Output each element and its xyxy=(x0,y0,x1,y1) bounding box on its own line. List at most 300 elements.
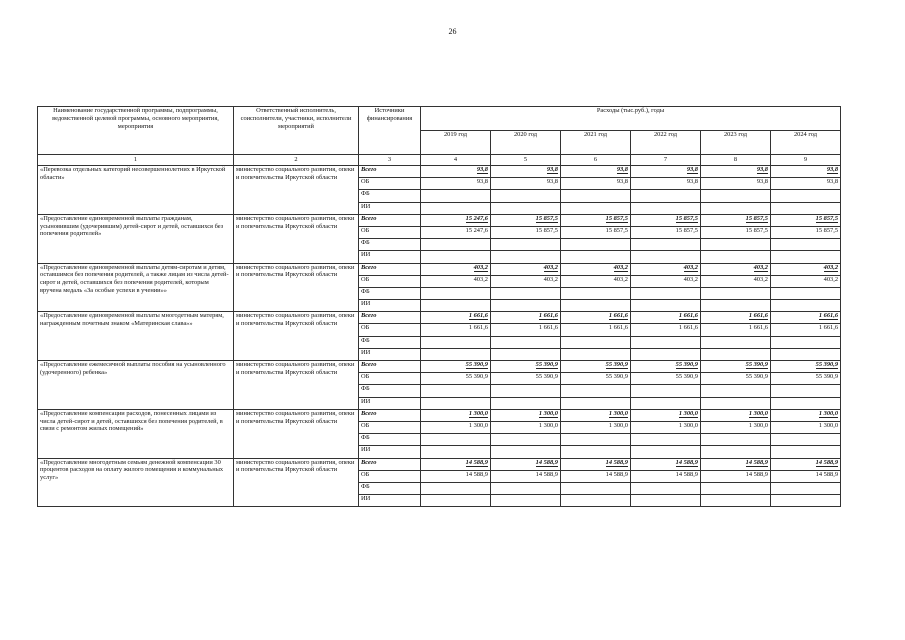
value-cell xyxy=(631,446,701,458)
total-value: 55 390,9 xyxy=(605,361,628,368)
total-value: 1 300,0 xyxy=(468,409,488,417)
value-cell xyxy=(421,348,491,360)
value-cell xyxy=(771,166,841,178)
value-cell xyxy=(771,421,841,433)
source-cell: ИИ xyxy=(359,348,421,360)
value-cell xyxy=(771,287,841,299)
regional-budget-value: 1 300,0 xyxy=(678,421,698,429)
measure-name: «Предоставление единовременной выплаты гражданам, усыновившим (удочерившим) детей-сирот и детей, оставшихся без попечения родителей» xyxy=(38,214,234,263)
total-value: 1 661,6 xyxy=(468,312,488,320)
total-value: 15 857,5 xyxy=(535,214,558,222)
value-cell xyxy=(421,458,491,470)
value-cell xyxy=(421,202,491,214)
value-cell xyxy=(491,361,561,373)
regional-budget-value: 55 390,9 xyxy=(745,373,768,381)
total-value: 93,8 xyxy=(756,166,768,173)
value-cell xyxy=(491,251,561,263)
value-cell xyxy=(491,446,561,458)
regional-budget-value: 1 661,6 xyxy=(818,324,839,332)
regional-budget-value: 1 300,0 xyxy=(608,421,628,429)
source-cell: ИИ xyxy=(359,202,421,214)
total-value: 1 300,0 xyxy=(678,409,698,417)
total-value: 403,2 xyxy=(753,263,768,271)
value-cell xyxy=(561,421,631,433)
value-cell xyxy=(421,324,491,336)
value-cell xyxy=(771,300,841,312)
column-number: 7 xyxy=(631,155,701,166)
value-cell xyxy=(701,421,771,433)
value-cell xyxy=(631,275,701,287)
value-cell xyxy=(561,263,631,275)
total-value: 1 661,6 xyxy=(818,312,839,320)
value-cell xyxy=(421,300,491,312)
value-cell xyxy=(561,336,631,348)
value-cell xyxy=(771,324,841,336)
value-cell xyxy=(701,385,771,397)
value-cell xyxy=(491,287,561,299)
value-cell xyxy=(561,495,631,507)
table-row xyxy=(38,361,841,373)
total-value: 93,8 xyxy=(616,166,628,173)
header-year: 2023 год xyxy=(701,131,771,155)
value-cell xyxy=(701,336,771,348)
total-value: 55 390,9 xyxy=(675,361,698,368)
table-row xyxy=(38,312,841,324)
value-cell xyxy=(421,421,491,433)
total-value: 55 390,9 xyxy=(535,361,558,368)
measure-name: «Предоставление единовременной выплаты многодетным матерям, награжденным почетным знаком «Материнская слава»» xyxy=(38,312,234,361)
measure-name: «Предоставление единовременной выплаты детям-сиротам и детям, оставшимся без попечения родителей, а также лицам из числа детей-сирот и детей, оставшихся без попечения родителей, которым вручена медаль «За особые успехи в учении»» xyxy=(38,263,234,312)
value-cell xyxy=(631,263,701,275)
executor-cell: министерство социального развития, опеки и попечительства Иркутской области xyxy=(234,263,359,312)
value-cell xyxy=(561,287,631,299)
total-value: 1 300,0 xyxy=(818,409,839,417)
total-value: 15 857,5 xyxy=(605,214,628,222)
value-cell xyxy=(771,190,841,202)
value-cell xyxy=(701,470,771,482)
source-cell: Всего xyxy=(359,458,421,470)
regional-budget-value: 15 247,6 xyxy=(465,226,488,234)
value-cell xyxy=(701,361,771,373)
value-cell xyxy=(701,202,771,214)
value-cell xyxy=(701,263,771,275)
header-executor: Ответственный исполнитель, соисполнители, участники, исполнители мероприятий xyxy=(234,107,359,155)
header-year: 2022 год xyxy=(631,131,701,155)
header-expenses: Расходы (тыс.руб.), годы xyxy=(421,107,841,131)
value-cell xyxy=(631,166,701,178)
value-cell xyxy=(701,397,771,409)
total-value: 55 390,9 xyxy=(465,361,488,368)
measure-name: «Перевозка отдельных категорий несовершеннолетних в Иркутской области» xyxy=(38,166,234,215)
value-cell xyxy=(631,470,701,482)
page-number: 26 xyxy=(448,27,457,36)
source-cell: Всего xyxy=(359,166,421,178)
value-cell xyxy=(701,409,771,421)
value-cell xyxy=(771,446,841,458)
value-cell xyxy=(631,300,701,312)
regional-budget-value: 403,2 xyxy=(683,275,698,283)
total-value: 14 588,9 xyxy=(605,458,628,466)
table-row xyxy=(38,409,841,421)
source-cell: Всего xyxy=(359,263,421,275)
value-cell xyxy=(631,397,701,409)
value-cell xyxy=(771,178,841,190)
value-cell xyxy=(771,202,841,214)
value-cell xyxy=(631,409,701,421)
regional-budget-value: 14 588,9 xyxy=(745,470,768,478)
value-cell xyxy=(421,434,491,446)
value-cell xyxy=(421,336,491,348)
value-cell xyxy=(561,214,631,226)
source-cell: ИИ xyxy=(359,300,421,312)
value-cell xyxy=(701,275,771,287)
value-cell xyxy=(561,190,631,202)
value-cell xyxy=(491,495,561,507)
value-cell xyxy=(561,385,631,397)
column-number: 3 xyxy=(359,155,421,166)
value-cell xyxy=(561,470,631,482)
table-row xyxy=(38,263,841,275)
value-cell xyxy=(701,214,771,226)
value-cell xyxy=(491,409,561,421)
source-cell: ФБ xyxy=(359,336,421,348)
value-cell xyxy=(631,312,701,324)
source-cell: ИИ xyxy=(359,495,421,507)
table-body xyxy=(38,166,841,507)
total-value: 14 588,9 xyxy=(535,458,558,466)
executor-cell: министерство социального развития, опеки и попечительства Иркутской области xyxy=(234,409,359,458)
value-cell xyxy=(701,226,771,238)
source-cell: ОБ xyxy=(359,324,421,336)
regional-budget-value: 1 661,6 xyxy=(748,324,768,332)
value-cell xyxy=(491,324,561,336)
source-cell: ФБ xyxy=(359,239,421,251)
value-cell xyxy=(771,312,841,324)
value-cell xyxy=(701,300,771,312)
value-cell xyxy=(701,251,771,263)
value-cell xyxy=(421,166,491,178)
value-cell xyxy=(491,482,561,494)
source-cell: Всего xyxy=(359,361,421,373)
source-cell: ФБ xyxy=(359,482,421,494)
value-cell xyxy=(491,226,561,238)
regional-budget-value: 15 857,5 xyxy=(815,226,839,234)
value-cell xyxy=(631,202,701,214)
total-value: 93,8 xyxy=(826,166,839,173)
value-cell xyxy=(491,397,561,409)
total-value: 403,2 xyxy=(823,263,839,271)
value-cell xyxy=(631,336,701,348)
source-cell: Всего xyxy=(359,312,421,324)
regional-budget-value: 15 857,5 xyxy=(745,226,768,234)
column-number: 4 xyxy=(421,155,491,166)
value-cell xyxy=(771,361,841,373)
regional-budget-value: 1 661,6 xyxy=(468,324,488,332)
value-cell xyxy=(561,361,631,373)
total-value: 14 588,9 xyxy=(745,458,768,466)
regional-budget-value: 1 300,0 xyxy=(538,421,558,429)
value-cell xyxy=(701,482,771,494)
measure-name: «Предоставление компенсации расходов, понесенных лицами из числа детей-сирот и детей, оставшихся без попечения родителей, в связи с ремонтом жилых помещений» xyxy=(38,409,234,458)
value-cell xyxy=(771,458,841,470)
total-value: 403,2 xyxy=(473,263,488,271)
value-cell xyxy=(421,263,491,275)
regional-budget-value: 93,8 xyxy=(616,178,628,186)
value-cell xyxy=(421,214,491,226)
source-cell: ОБ xyxy=(359,178,421,190)
value-cell xyxy=(771,251,841,263)
source-cell: ОБ xyxy=(359,226,421,238)
regional-budget-value: 93,8 xyxy=(756,178,768,186)
value-cell xyxy=(631,482,701,494)
value-cell xyxy=(631,214,701,226)
regional-budget-value: 14 588,9 xyxy=(465,470,488,478)
column-number: 9 xyxy=(771,155,841,166)
total-value: 15 857,5 xyxy=(745,214,768,222)
value-cell xyxy=(701,495,771,507)
total-value: 55 390,9 xyxy=(815,361,839,368)
value-cell xyxy=(771,336,841,348)
value-cell xyxy=(421,482,491,494)
value-cell xyxy=(421,226,491,238)
total-value: 1 661,6 xyxy=(608,312,628,320)
measure-name: «Предоставление ежемесячной выплаты пособия на усыновленного (удочеренного) ребенка» xyxy=(38,361,234,410)
value-cell xyxy=(421,178,491,190)
value-cell xyxy=(561,348,631,360)
value-cell xyxy=(631,458,701,470)
value-cell xyxy=(421,361,491,373)
total-value: 1 300,0 xyxy=(538,409,558,417)
value-cell xyxy=(701,434,771,446)
value-cell xyxy=(561,226,631,238)
source-cell: ФБ xyxy=(359,190,421,202)
measure-name: «Предоставление многодетным семьям денежной компенсации 30 процентов расходов на оплату жилого помещения и коммунальных услуг» xyxy=(38,458,234,507)
total-value: 93,8 xyxy=(546,166,558,173)
value-cell xyxy=(701,458,771,470)
executor-cell: министерство социального развития, опеки и попечительства Иркутской области xyxy=(234,361,359,410)
total-value: 15 857,5 xyxy=(675,214,698,222)
value-cell xyxy=(491,336,561,348)
executor-cell: министерство социального развития, опеки и попечительства Иркутской области xyxy=(234,166,359,215)
value-cell xyxy=(491,421,561,433)
value-cell xyxy=(491,385,561,397)
header-year: 2021 год xyxy=(561,131,631,155)
regional-budget-value: 14 588,9 xyxy=(675,470,698,478)
value-cell xyxy=(561,166,631,178)
total-value: 14 588,9 xyxy=(465,458,488,466)
value-cell xyxy=(561,446,631,458)
total-value: 55 390,9 xyxy=(745,361,768,368)
column-number: 6 xyxy=(561,155,631,166)
value-cell xyxy=(561,458,631,470)
regional-budget-value: 1 661,6 xyxy=(538,324,558,332)
regional-budget-value: 15 857,5 xyxy=(605,226,628,234)
value-cell xyxy=(771,470,841,482)
total-value: 1 661,6 xyxy=(538,312,558,320)
value-cell xyxy=(421,385,491,397)
value-cell xyxy=(631,324,701,336)
value-cell xyxy=(561,409,631,421)
value-cell xyxy=(491,166,561,178)
source-cell: ОБ xyxy=(359,373,421,385)
regional-budget-value: 93,8 xyxy=(476,178,488,186)
table-row xyxy=(38,166,841,178)
value-cell xyxy=(421,239,491,251)
value-cell xyxy=(561,312,631,324)
value-cell xyxy=(771,348,841,360)
regional-budget-value: 55 390,9 xyxy=(465,373,488,381)
value-cell xyxy=(771,482,841,494)
value-cell xyxy=(701,446,771,458)
value-cell xyxy=(771,373,841,385)
value-cell xyxy=(561,373,631,385)
value-cell xyxy=(701,239,771,251)
value-cell xyxy=(561,434,631,446)
value-cell xyxy=(771,409,841,421)
value-cell xyxy=(631,287,701,299)
value-cell xyxy=(631,239,701,251)
source-cell: ИИ xyxy=(359,251,421,263)
value-cell xyxy=(421,287,491,299)
value-cell xyxy=(421,190,491,202)
value-cell xyxy=(491,348,561,360)
value-cell xyxy=(561,275,631,287)
value-cell xyxy=(701,373,771,385)
value-cell xyxy=(771,495,841,507)
column-number: 8 xyxy=(701,155,771,166)
total-value: 93,8 xyxy=(686,166,698,173)
value-cell xyxy=(631,190,701,202)
source-cell: ОБ xyxy=(359,275,421,287)
regional-budget-value: 55 390,9 xyxy=(605,373,628,381)
value-cell xyxy=(491,373,561,385)
regional-budget-value: 1 300,0 xyxy=(748,421,768,429)
source-cell: Всего xyxy=(359,214,421,226)
value-cell xyxy=(631,251,701,263)
value-cell xyxy=(701,324,771,336)
regional-budget-value: 1 300,0 xyxy=(468,421,488,429)
regional-budget-value: 1 661,6 xyxy=(678,324,698,332)
total-value: 1 661,6 xyxy=(748,312,768,320)
source-cell: ОБ xyxy=(359,470,421,482)
value-cell xyxy=(771,434,841,446)
executor-cell: министерство социального развития, опеки и попечительства Иркутской области xyxy=(234,312,359,361)
total-value: 14 588,9 xyxy=(815,458,839,466)
header-year: 2020 год xyxy=(491,131,561,155)
value-cell xyxy=(561,251,631,263)
value-cell xyxy=(561,482,631,494)
total-value: 403,2 xyxy=(613,263,628,271)
total-value: 403,2 xyxy=(683,263,698,271)
value-cell xyxy=(421,275,491,287)
header-name: Наименование государственной программы, подпрограммы, ведомственной целевой программы, основного мероприятия, мероприятия xyxy=(38,107,234,155)
value-cell xyxy=(771,275,841,287)
value-cell xyxy=(631,373,701,385)
total-value: 15 247,6 xyxy=(465,214,488,222)
regional-budget-value: 403,2 xyxy=(543,275,558,283)
value-cell xyxy=(771,397,841,409)
value-cell xyxy=(631,348,701,360)
value-cell xyxy=(491,275,561,287)
value-cell xyxy=(631,178,701,190)
regional-budget-value: 403,2 xyxy=(613,275,628,283)
regional-budget-value: 55 390,9 xyxy=(675,373,698,381)
regional-budget-value: 403,2 xyxy=(753,275,768,283)
value-cell xyxy=(491,470,561,482)
total-value: 93,8 xyxy=(476,166,488,173)
regional-budget-value: 93,8 xyxy=(826,178,839,186)
value-cell xyxy=(561,397,631,409)
value-cell xyxy=(421,446,491,458)
column-number: 5 xyxy=(491,155,561,166)
value-cell xyxy=(421,373,491,385)
value-cell xyxy=(771,263,841,275)
value-cell xyxy=(701,190,771,202)
value-cell xyxy=(491,239,561,251)
value-cell xyxy=(491,434,561,446)
table-row xyxy=(38,214,841,226)
source-cell: ФБ xyxy=(359,434,421,446)
total-value: 14 588,9 xyxy=(675,458,698,466)
value-cell xyxy=(771,385,841,397)
value-cell xyxy=(491,300,561,312)
header-source: Источники финансирования xyxy=(359,107,421,155)
regional-budget-value: 403,2 xyxy=(823,275,839,283)
regional-budget-value: 1 300,0 xyxy=(818,421,839,429)
column-number: 2 xyxy=(234,155,359,166)
regional-budget-value: 403,2 xyxy=(473,275,488,283)
source-cell: ИИ xyxy=(359,397,421,409)
value-cell xyxy=(771,239,841,251)
total-value: 1 661,6 xyxy=(678,312,698,320)
value-cell xyxy=(631,421,701,433)
value-cell xyxy=(771,214,841,226)
value-cell xyxy=(701,312,771,324)
value-cell xyxy=(701,348,771,360)
value-cell xyxy=(701,178,771,190)
value-cell xyxy=(631,495,701,507)
value-cell xyxy=(631,434,701,446)
value-cell xyxy=(421,495,491,507)
budget-table xyxy=(37,106,841,507)
header-year: 2019 год xyxy=(421,131,491,155)
total-value: 1 300,0 xyxy=(748,409,768,417)
header-year: 2024 год xyxy=(771,131,841,155)
value-cell xyxy=(421,470,491,482)
value-cell xyxy=(701,287,771,299)
regional-budget-value: 1 661,6 xyxy=(608,324,628,332)
value-cell xyxy=(491,214,561,226)
value-cell xyxy=(491,202,561,214)
value-cell xyxy=(421,251,491,263)
table-row xyxy=(38,458,841,470)
source-cell: Всего xyxy=(359,409,421,421)
value-cell xyxy=(491,312,561,324)
regional-budget-value: 55 390,9 xyxy=(535,373,558,381)
source-cell: ОБ xyxy=(359,421,421,433)
value-cell xyxy=(631,385,701,397)
regional-budget-value: 93,8 xyxy=(546,178,558,186)
value-cell xyxy=(421,397,491,409)
source-cell: ФБ xyxy=(359,287,421,299)
regional-budget-value: 93,8 xyxy=(686,178,698,186)
value-cell xyxy=(561,178,631,190)
regional-budget-value: 14 588,9 xyxy=(535,470,558,478)
value-cell xyxy=(561,239,631,251)
value-cell xyxy=(491,263,561,275)
source-cell: ФБ xyxy=(359,385,421,397)
value-cell xyxy=(561,300,631,312)
